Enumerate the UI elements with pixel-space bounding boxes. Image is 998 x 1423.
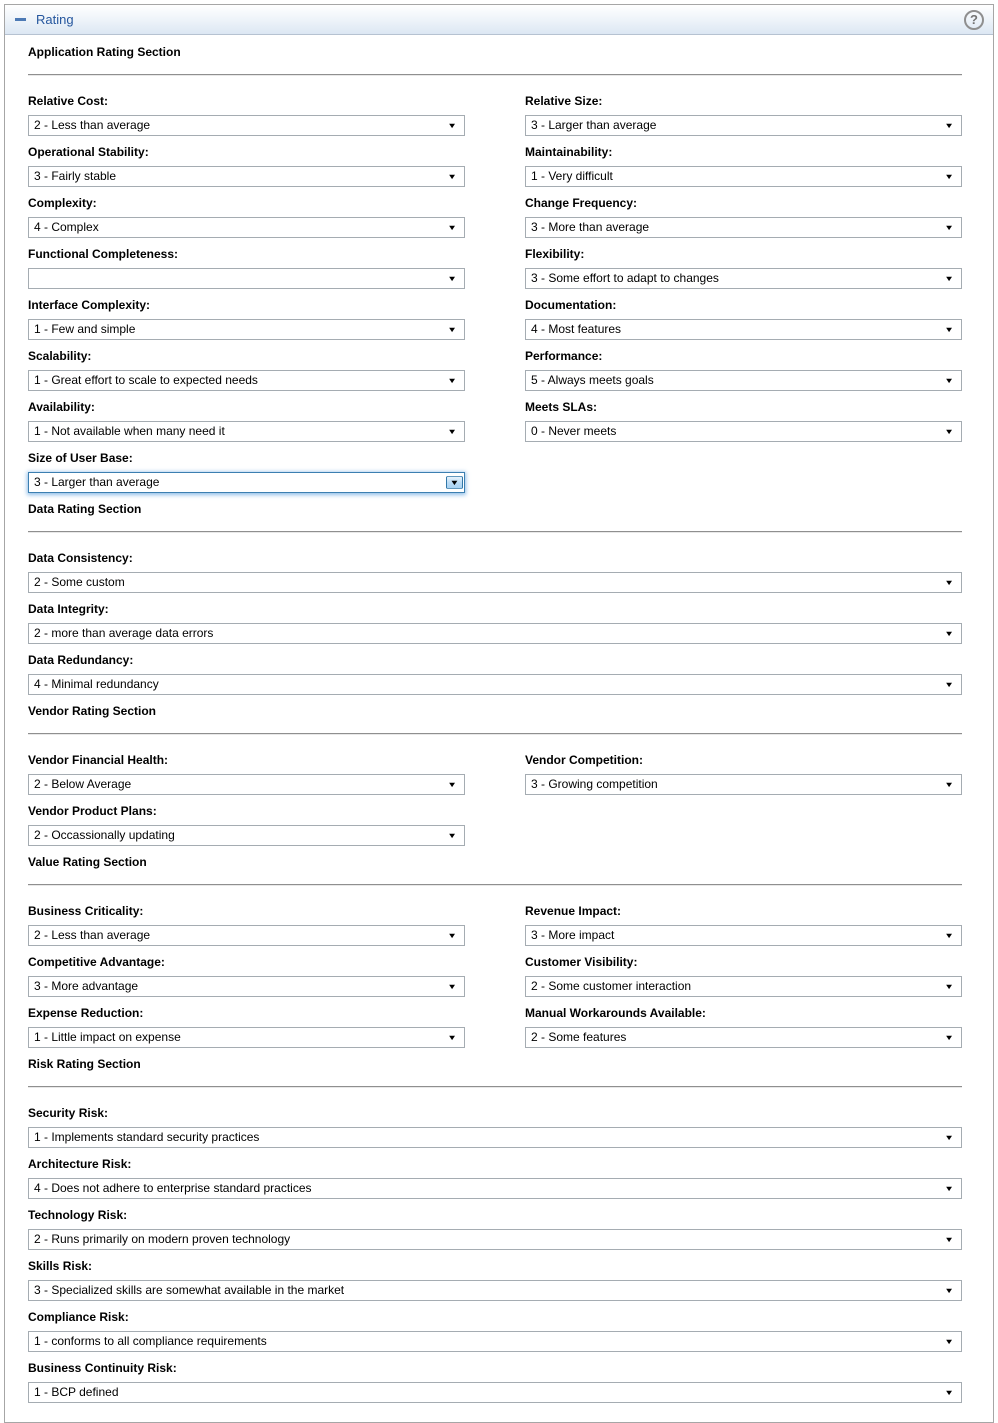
functional-completeness-select[interactable] [28, 268, 465, 289]
architecture-risk-select[interactable] [28, 1178, 962, 1199]
select-value: 1 - Not available when many need it [34, 424, 225, 438]
field-label: Customer Visibility: [525, 955, 638, 969]
section-divider [28, 74, 962, 76]
interface-complexity-select[interactable] [28, 319, 465, 340]
select-value: 3 - Specialized skills are somewhat available in the market [34, 1283, 345, 1297]
field-label: Relative Cost: [28, 94, 109, 108]
select-value: 2 - more than average data errors [34, 626, 214, 640]
select-value: 1 - BCP defined [34, 1385, 119, 1399]
select-value: 2 - Less than average [34, 118, 151, 132]
chevron-down-icon: ▼ [944, 1235, 954, 1244]
collapse-minus-icon[interactable] [15, 18, 26, 21]
field-label: Business Continuity Risk: [28, 1361, 177, 1375]
chevron-down-icon: ▼ [944, 325, 954, 334]
select-value: 3 - Growing competition [531, 777, 658, 791]
field-maintainability [525, 145, 962, 187]
competitive-advantage-select[interactable] [28, 976, 465, 997]
field-competitive-advantage [28, 955, 465, 997]
field-label: Architecture Risk: [28, 1157, 132, 1171]
field-interface-complexity [28, 298, 465, 340]
field-label: Data Redundancy: [28, 653, 134, 667]
field-label: Expense Reduction: [28, 1006, 144, 1020]
chevron-down-icon: ▼ [944, 780, 954, 789]
select-value: 2 - Less than average [34, 928, 151, 942]
complexity-select[interactable] [28, 217, 465, 238]
field-label: Functional Completeness: [28, 247, 179, 261]
field-label: Meets SLAs: [525, 400, 598, 414]
field-meets-slas [525, 400, 962, 442]
select-value: 1 - Implements standard security practices [34, 1130, 260, 1144]
select-value: 2 - Runs primarily on modern proven technology [34, 1232, 291, 1246]
field-performance [525, 349, 962, 391]
chevron-down-icon: ▼ [944, 1133, 954, 1142]
business-criticality-select[interactable] [28, 925, 465, 946]
field-vendor-competition [525, 753, 962, 795]
chevron-down-icon: ▼ [944, 931, 954, 940]
maintainability-select[interactable] [525, 166, 962, 187]
field-documentation [525, 298, 962, 340]
availability-select[interactable] [28, 421, 465, 442]
field-label: Change Frequency: [525, 196, 638, 210]
data-consistency-select[interactable] [28, 572, 962, 593]
security-risk-select[interactable] [28, 1127, 962, 1148]
chevron-down-icon: ▼ [447, 982, 457, 991]
field-label: Maintainability: [525, 145, 613, 159]
chevron-down-icon: ▼ [447, 427, 457, 436]
rating-panel [4, 4, 994, 1423]
chevron-down-icon: ▼ [447, 172, 457, 181]
field-technology-risk [28, 1208, 962, 1250]
field-scalability [28, 349, 465, 391]
field-revenue-impact [525, 904, 962, 946]
chevron-down-icon: ▼ [944, 1388, 954, 1397]
field-label: Vendor Competition: [525, 753, 643, 767]
manual-workarounds-available-select[interactable] [525, 1027, 962, 1048]
chevron-down-icon: ▼ [944, 172, 954, 181]
chevron-down-icon: ▼ [447, 376, 457, 385]
field-label: Security Risk: [28, 1106, 109, 1120]
field-label: Relative Size: [525, 94, 603, 108]
field-data-consistency [28, 551, 962, 593]
value-rating-section [28, 855, 962, 1057]
revenue-impact-select[interactable] [525, 925, 962, 946]
chevron-down-icon: ▼ [447, 325, 457, 334]
chevron-down-icon: ▼ [944, 121, 954, 130]
vendor-financial-health-select[interactable] [28, 774, 465, 795]
field-data-redundancy [28, 653, 962, 695]
chevron-down-icon: ▼ [944, 680, 954, 689]
select-value: 3 - More impact [531, 928, 615, 942]
rating-panel-header [5, 5, 993, 35]
select-value: 1 - Little impact on expense [34, 1030, 181, 1044]
field-label: Performance: [525, 349, 603, 363]
field-architecture-risk [28, 1157, 962, 1199]
field-label: Data Consistency: [28, 551, 133, 565]
field-business-criticality [28, 904, 465, 946]
relative-cost-select[interactable] [28, 115, 465, 136]
chevron-down-icon: ▼ [944, 629, 954, 638]
chevron-down-icon: ▼ [447, 831, 457, 840]
field-expense-reduction [28, 1006, 465, 1048]
field-change-frequency [525, 196, 962, 238]
skills-risk-select[interactable] [28, 1280, 962, 1301]
expense-reduction-select[interactable] [28, 1027, 465, 1048]
select-value: 2 - Below Average [34, 777, 132, 791]
relative-size-select[interactable] [525, 115, 962, 136]
field-complexity [28, 196, 465, 238]
chevron-down-icon: ▼ [944, 1184, 954, 1193]
field-vendor-product-plans [28, 804, 465, 846]
field-label: Interface Complexity: [28, 298, 151, 312]
select-value: 2 - Some custom [34, 575, 125, 589]
section-divider [28, 884, 962, 886]
select-value: 2 - Occassionally updating [34, 828, 175, 842]
field-label: Availability: [28, 400, 95, 414]
chevron-down-icon: ▼ [944, 427, 954, 436]
flexibility-select[interactable] [525, 268, 962, 289]
field-label: Revenue Impact: [525, 904, 622, 918]
technology-risk-select[interactable] [28, 1229, 962, 1250]
field-label: Manual Workarounds Available: [525, 1006, 706, 1020]
business-continuity-risk-select[interactable] [28, 1382, 962, 1403]
customer-visibility-select[interactable] [525, 976, 962, 997]
chevron-down-icon: ▼ [944, 223, 954, 232]
chevron-down-icon: ▼ [944, 982, 954, 991]
change-frequency-select[interactable] [525, 217, 962, 238]
chevron-down-icon: ▼ [944, 376, 954, 385]
select-value: 3 - Fairly stable [34, 169, 117, 183]
panel-title: Rating [36, 12, 74, 27]
chevron-down-icon: ▼ [944, 274, 954, 283]
select-value: 4 - Complex [34, 220, 99, 234]
rating-panel-body [5, 35, 993, 1422]
field-relative-cost [28, 94, 465, 136]
size-of-user-base-select[interactable] [28, 472, 465, 493]
vendor-competition-select[interactable] [525, 774, 962, 795]
section-divider [28, 531, 962, 533]
select-value: 4 - Minimal redundancy [34, 677, 159, 691]
chevron-down-icon: ▼ [944, 1286, 954, 1295]
field-label: Vendor Financial Health: [28, 753, 169, 767]
select-value: 4 - Most features [531, 322, 622, 336]
vendor-rating-section [28, 704, 962, 855]
field-size-of-user-base [28, 451, 465, 493]
field-business-continuity-risk [28, 1361, 962, 1403]
select-value: 1 - Great effort to scale to expected needs [34, 373, 258, 387]
field-label: Technology Risk: [28, 1208, 128, 1222]
select-value: 1 - conforms to all compliance requirements [34, 1334, 267, 1348]
field-label: Complexity: [28, 196, 97, 210]
field-relative-size [525, 94, 962, 136]
section-title: Vendor Rating Section [28, 704, 157, 718]
section-title: Value Rating Section [28, 855, 147, 869]
select-value: 3 - Some effort to adapt to changes [531, 271, 719, 285]
field-functional-completeness [28, 247, 465, 289]
help-icon[interactable]: ? [964, 10, 984, 30]
application-rating-section [28, 45, 962, 502]
operational-stability-select[interactable] [28, 166, 465, 187]
scalability-select[interactable] [28, 370, 465, 391]
chevron-down-icon: ▼ [944, 578, 954, 587]
field-label: Size of User Base: [28, 451, 133, 465]
chevron-down-icon: ▼ [447, 121, 457, 130]
field-label: Competitive Advantage: [28, 955, 165, 969]
chevron-down-icon: ▼ [447, 931, 457, 940]
risk-rating-section [28, 1057, 962, 1403]
select-value: 2 - Some customer interaction [531, 979, 692, 993]
field-label: Business Criticality: [28, 904, 144, 918]
performance-select[interactable] [525, 370, 962, 391]
field-label: Compliance Risk: [28, 1310, 129, 1324]
select-value: 1 - Very difficult [531, 169, 613, 183]
field-data-integrity [28, 602, 962, 644]
data-redundancy-select[interactable] [28, 674, 962, 695]
field-label: Scalability: [28, 349, 92, 363]
vendor-product-plans-select[interactable] [28, 825, 465, 846]
field-skills-risk [28, 1259, 962, 1301]
data-rating-section [28, 502, 962, 695]
select-value: 2 - Some features [531, 1030, 627, 1044]
field-manual-workarounds-available [525, 1006, 962, 1048]
chevron-down-icon: ▼ [944, 1033, 954, 1042]
field-label: Flexibility: [525, 247, 585, 261]
field-label: Documentation: [525, 298, 617, 312]
select-value: 3 - Larger than average [34, 475, 160, 489]
select-value: 3 - More than average [531, 220, 650, 234]
chevron-down-icon: ▼ [447, 223, 457, 232]
field-label: Operational Stability: [28, 145, 149, 159]
field-label: Skills Risk: [28, 1259, 93, 1273]
field-compliance-risk [28, 1310, 962, 1352]
select-value: 5 - Always meets goals [531, 373, 654, 387]
chevron-down-icon: ▼ [447, 1033, 457, 1042]
field-security-risk [28, 1106, 962, 1148]
section-divider [28, 733, 962, 735]
field-label: Vendor Product Plans: [28, 804, 157, 818]
field-vendor-financial-health [28, 753, 465, 795]
field-availability [28, 400, 465, 442]
field-flexibility [525, 247, 962, 289]
section-title: Application Rating Section [28, 45, 181, 59]
select-value: 1 - Few and simple [34, 322, 136, 336]
compliance-risk-select[interactable] [28, 1331, 962, 1352]
chevron-down-icon: ▼ [447, 274, 457, 283]
data-integrity-select[interactable] [28, 623, 962, 644]
select-value: 3 - More advantage [34, 979, 139, 993]
field-label: Data Integrity: [28, 602, 109, 616]
section-divider [28, 1086, 962, 1088]
chevron-down-icon: ▼ [944, 1337, 954, 1346]
chevron-down-icon: ▼ [447, 780, 457, 789]
section-title: Risk Rating Section [28, 1057, 141, 1071]
select-value: 4 - Does not adhere to enterprise standard practices [34, 1181, 312, 1195]
meets-slas-select[interactable] [525, 421, 962, 442]
documentation-select[interactable] [525, 319, 962, 340]
select-value: 0 - Never meets [531, 424, 617, 438]
section-title: Data Rating Section [28, 502, 142, 516]
select-value: 3 - Larger than average [531, 118, 657, 132]
chevron-down-icon: ▼ [446, 476, 463, 489]
field-customer-visibility [525, 955, 962, 997]
field-operational-stability [28, 145, 465, 187]
